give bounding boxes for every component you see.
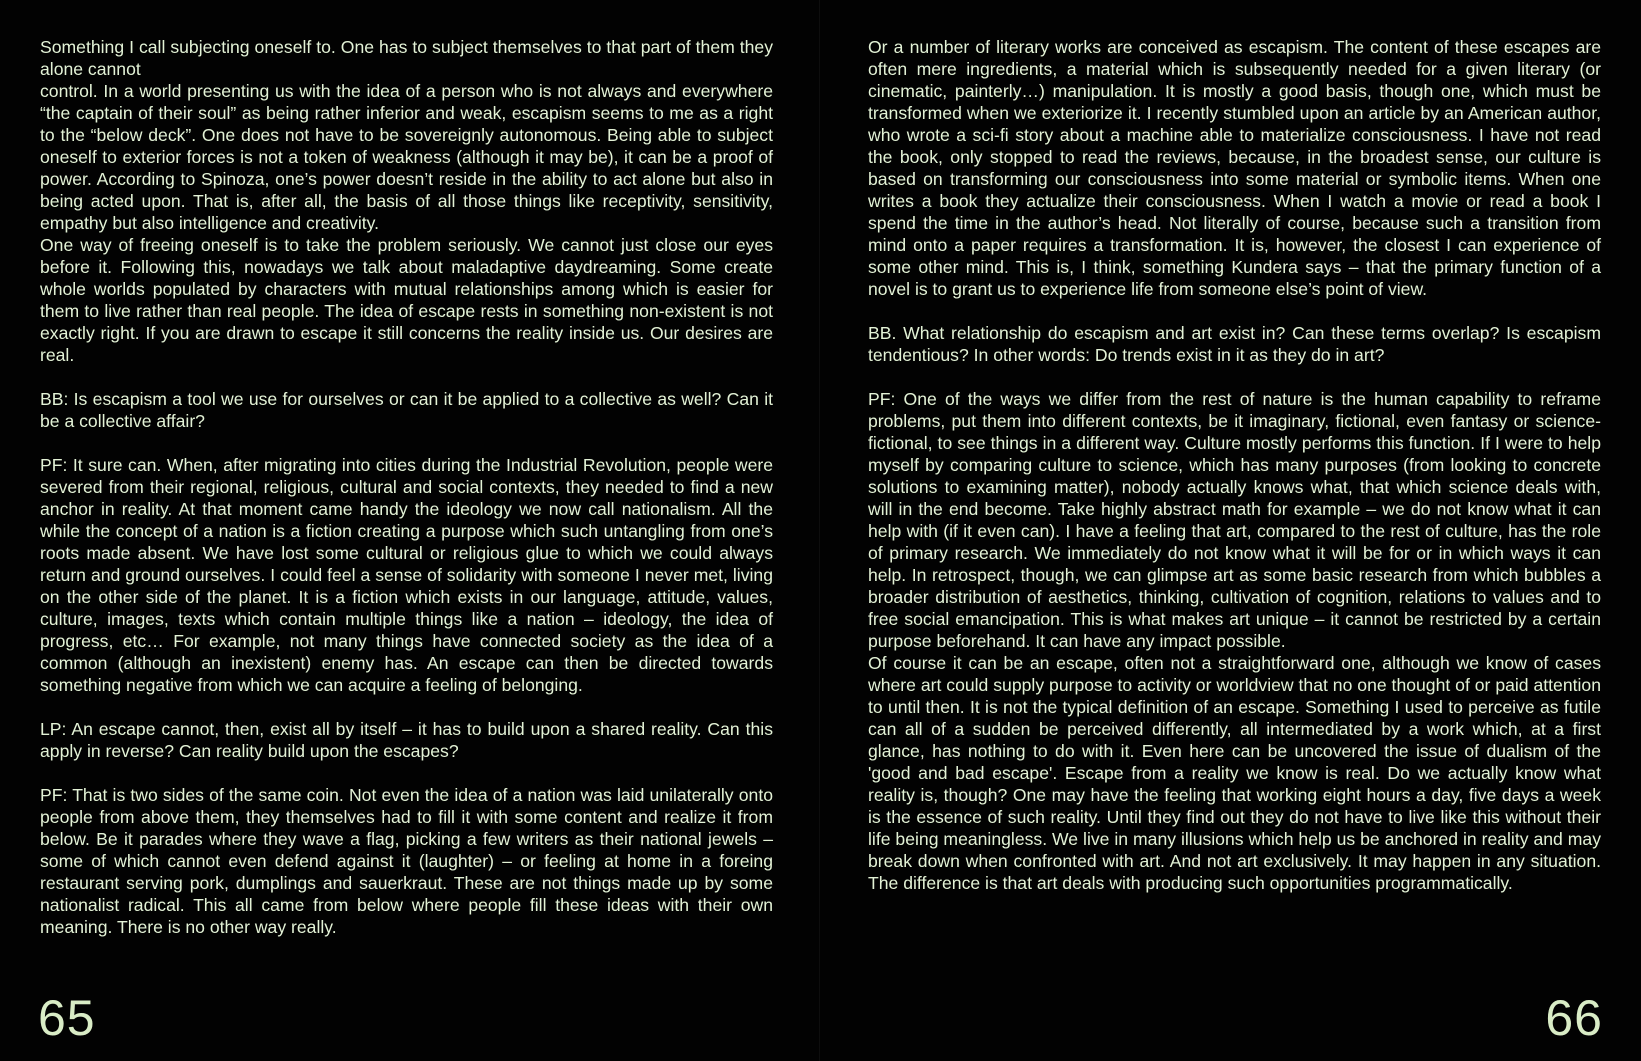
page-number-right: 66 (1545, 990, 1603, 1046)
paragraph: Something I call subjecting oneself to. One has to subject themselves to that part of them they alone cannot (40, 37, 773, 79)
answer-paragraph: PF: It sure can. When, after migrating into cities during the Industrial Revolution, people were severed from their regional, religious, cultural and social contexts, they needed to find a new anchor in reality. At that moment came handy the ideology we now call nationalism. All the while the concept of a nation is a fiction creating a purpose which such untangling from one’s roots made absent. We have lost some cultural or religious glue to which we could always return and ground ourselves. I could feel a sense of solidarity with someone I never met, living on the other side of the planet. It is a fiction which exists in our language, attitude, values, culture, images, texts which contain multiple things like a nation – ideology, the idea of progress, etc… For example, not many things have connected society as the idea of a common (although an inexistent) enemy has. An escape can then be directed towards something negative from which we can acquire a feeling of belonging. (40, 455, 773, 695)
left-page (0, 0, 820, 1061)
answer-paragraph: PF: One of the ways we differ from the rest of nature is the human capability to reframe problems, put them into different contexts, be it imaginary, fictional, even fantasy or science-fictional, to see things in a different way. Culture mostly performs this function. If I were to help myself by comparing culture to science, which has many purposes (from looking to concrete solutions to examining matter), nobody actually knows what, that which science deals with, will in the end become. Take highly abstract math for example – we do not know what it can help with (if it even can). I have a feeling that art, compared to the rest of culture, has the role of primary research. We immediately do not know what it will be for or in which ways it can help. In retrospect, though, we can glimpse art as some basic research from which bubbles a broader distribution of aesthetics, thinking, cultivation of cognition, relations to values and to free social emancipation. This is what makes art unique – it cannot be restricted by a certain purpose beforehand. It can have any impact possible. (868, 389, 1601, 651)
left-page-text (40, 36, 773, 938)
paragraph: control. In a world presenting us with the idea of a person who is not always and everywhere “the captain of their soul” as being rather inferior and weak, escapism seems to me as a right to the “below deck”. One does not have to be sovereignly autonomous. Being able to subject oneself to exterior forces is not a token of weakness (although it may be), it can be a proof of power. According to Spinoza, one’s power doesn’t reside in the ability to act alone but also in being acted upon. That is, after all, the basis of all those things like receptivity, sensitivity, empathy but also intelligence and creativity. (40, 81, 773, 233)
right-page (820, 0, 1641, 1061)
question-paragraph: BB: Is escapism a tool we use for ourselves or can it be applied to a collective as well? Can it be a collective affair? (40, 389, 773, 431)
right-page-text (868, 36, 1601, 894)
paragraph: One way of freeing oneself is to take the problem seriously. We cannot just close our eyes before it. Following this, nowadays we talk about maladaptive daydreaming. Some create whole worlds populated by characters with mutual relationships among which is easier for them to live rather than real people. The idea of escape rests in something non-existent is not exactly right. If you are drawn to escape it still concerns the reality inside us. Our desires are real. (40, 235, 773, 365)
answer-paragraph: PF: That is two sides of the same coin. Not even the idea of a nation was laid unilaterally onto people from above them, they themselves had to fill it with some content and realize it from below. Be it parades where they wave a flag, picking a few writers as their national jewels – some of which cannot even defend against it (laughter) – or feeling at home in a foreing restaurant serving pork, dumplings and sauerkraut. These are not things made up by some nationalist radical. This all came from below where people fill these ideas with their own meaning. There is no other way really. (40, 785, 773, 937)
paragraph: Of course it can be an escape, often not a straightforward one, although we know of cases where art could supply purpose to activity or worldview that no one thought of or paid attention to until then. It is not the typical definition of an escape. Something I used to perceive as futile can all of a sudden be perceived differently, all intermediated by a work which, at a first glance, has nothing to do with it. Even here can be uncovered the issue of dualism of the 'good and bad escape'. Escape from a reality we know is real. Do we actually know what reality is, though? One may have the feeling that working eight hours a day, five days a week is the essence of such reality. Until they find out they do not have to live like this without their life being meaningless. We live in many illusions which help us be anchored in reality and may break down when confronted with art. And not art exclusively. It may happen in any situation. The difference is that art deals with producing such opportunities programmatically. (868, 653, 1601, 893)
question-paragraph: LP: An escape cannot, then, exist all by itself – it has to build upon a shared reality. Can this apply in reverse? Can reality build upon the escapes? (40, 719, 773, 761)
paragraph: Or a number of literary works are conceived as escapism. The content of these escapes are often mere ingredients, a material which is subsequently needed for a given literary (or cinematic, painterly…) manipulation. It is mostly a good basis, though one, which must be transformed when we exteriorize it. I recently stumbled upon an article by an American author, who wrote a sci-fi story about a machine able to materialize consciousness. I have not read the book, only stopped to read the reviews, because, in the broadest sense, our culture is based on transforming our consciousness into some material or symbolic items. When one writes a book they actualize their consciousness. When I watch a movie or read a book I spend the time in the author’s head. Not literally of course, because such a transition from mind onto a paper requires a transformation. It is, however, the closest I can experience of some other mind. This is, I think, something Kundera says – that the primary function of a novel is to grant us to experience life from someone else’s point of view. (868, 37, 1601, 299)
page-number-left: 65 (38, 990, 96, 1046)
question-paragraph: BB. What relationship do escapism and art exist in? Can these terms overlap? Is escapism tendentious? In other words: Do trends exist in it as they do in art? (868, 323, 1601, 365)
